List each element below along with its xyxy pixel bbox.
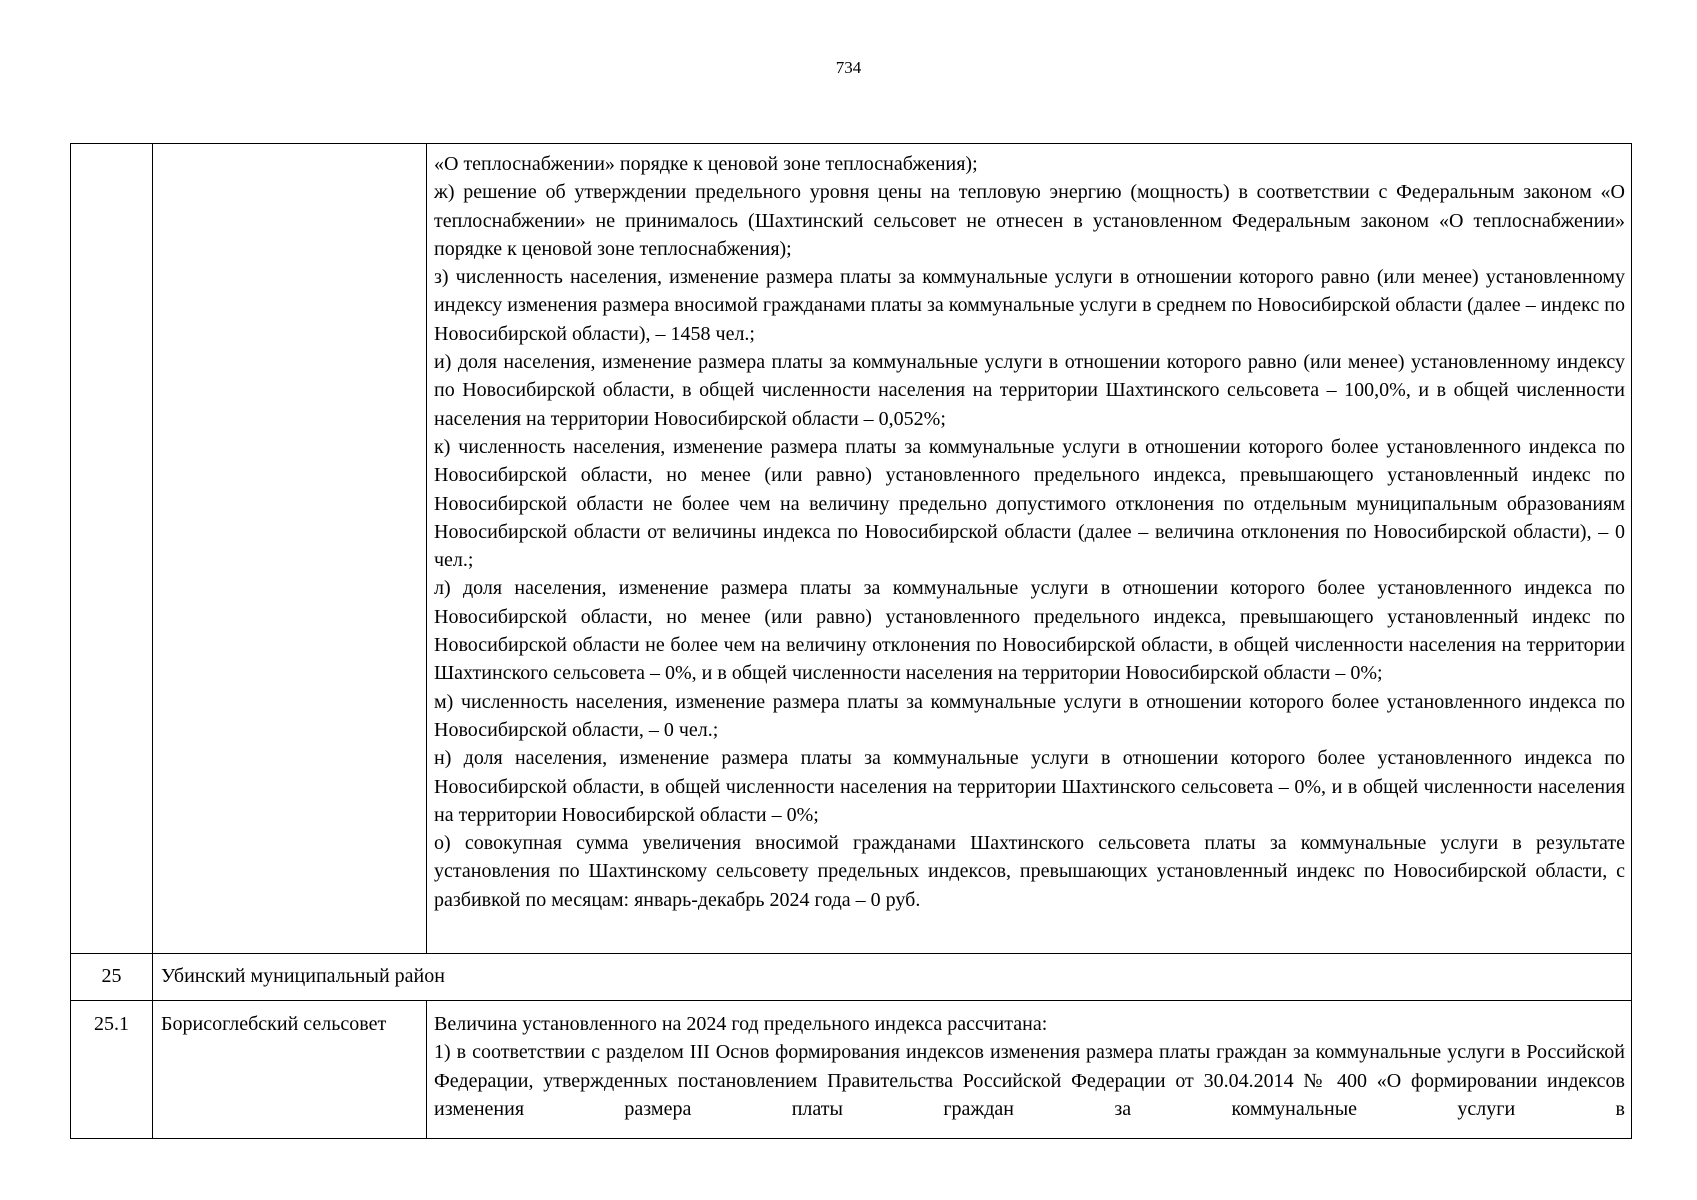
paragraph-1: 1) в соответствии с разделом III Основ формирования индексов изменения размера платы граждан за коммунальные услуги в Российской Федерации, утвержденных постановлением Правительства Российской Федерации от 30.04.2014 № 400 «О формировании индексов изменения размера платы граждан за коммунальные услуги в bbox=[434, 1041, 1625, 1120]
paragraph-z: з) численность населения, изменение размера платы за коммунальные услуги в отношении которого равно (или менее) установленному индексу изменения размера вносимой гражданами платы за коммунальные услуги в среднем по Новосибирской области (далее – индекс по Новосибирской области), – 1458 чел.; bbox=[434, 266, 1625, 345]
description-cell bbox=[427, 144, 1632, 954]
paragraph-m: м) численность населения, изменение размера платы за коммунальные услуги в отношении которого более установленного индекса по Новосибирской области, – 0 чел.; bbox=[434, 690, 1625, 741]
table-row bbox=[71, 954, 1632, 1001]
table-row bbox=[71, 1001, 1632, 1139]
paragraph-n: н) доля населения, изменение размера платы за коммунальные услуги в отношении которого более установленного индекса по Новосибирской области, в общей численности населения на территории Шахтинского сельсовета – 0%, и в общей численности населения на территории Новосибирской области – 0%; bbox=[434, 747, 1625, 826]
row-number-cell: 25 bbox=[71, 954, 153, 1001]
paragraph: Величина установленного на 2024 год предельного индекса рассчитана: bbox=[434, 1013, 1048, 1035]
row-number-cell bbox=[71, 144, 153, 954]
municipality-cell: Борисоглебский сельсовет bbox=[153, 1001, 427, 1139]
paragraph-l: л) доля населения, изменение размера платы за коммунальные услуги в отношении которого более установленного индекса по Новосибирской области, но менее (или равно) установленного предельного индекса, превышающего установленный индекс по Новосибирской области не более чем на величину отклонения по Новосибирской области, в общей численности населения на территории Шахтинского сельсовета – 0%, и в общей численности населения на территории Новосибирской области – 0%; bbox=[434, 577, 1625, 685]
table-row bbox=[71, 144, 1632, 954]
paragraph-o: о) совокупная сумма увеличения вносимой гражданами Шахтинского сельсовета платы за коммунальные услуги в результате установления по Шахтинскому сельсовету предельных индексов, превышающих установленный индекс по Новосибирской области, с разбивкой по месяцам: январь-декабрь 2024 года – 0 руб. bbox=[434, 832, 1625, 911]
document-table bbox=[70, 143, 1632, 1139]
paragraph-zh: ж) решение об утверждении предельного уровня цены на тепловую энергию (мощность) в соответствии с Федеральным законом «О теплоснабжении» не принималось (Шахтинский сельсовет не отнесен в установленном Федеральным законом «О теплоснабжении» порядке к ценовой зоне теплоснабжения); bbox=[434, 181, 1625, 260]
description-cell bbox=[427, 1001, 1632, 1139]
page-number: 734 bbox=[835, 58, 862, 77]
municipality-cell bbox=[153, 144, 427, 954]
district-heading: Убинский муниципальный район bbox=[153, 954, 1632, 1001]
row-number-cell: 25.1 bbox=[71, 1001, 153, 1139]
paragraph-i: и) доля населения, изменение размера платы за коммунальные услуги в отношении которого равно (или менее) установленному индексу по Новосибирской области, в общей численности населения на территории Шахтинского сельсовета – 100,0%, и в общей численности населения на территории Новосибирской области – 0,052%; bbox=[434, 351, 1625, 430]
paragraph-k: к) численность населения, изменение размера платы за коммунальные услуги в отношении которого более установленного индекса по Новосибирской области, но менее (или равно) установленного предельного индекса, превышающего установленный индекс по Новосибирской области не более чем на величину предельно допустимого отклонения по отдельным муниципальным образованиям Новосибирской области от величины индекса по Новосибирской области (далее – величина отклонения по Новосибирской области), – 0 чел.; bbox=[434, 435, 1625, 572]
paragraph: «О теплоснабжении» порядке к ценовой зоне теплоснабжения); bbox=[434, 153, 978, 175]
